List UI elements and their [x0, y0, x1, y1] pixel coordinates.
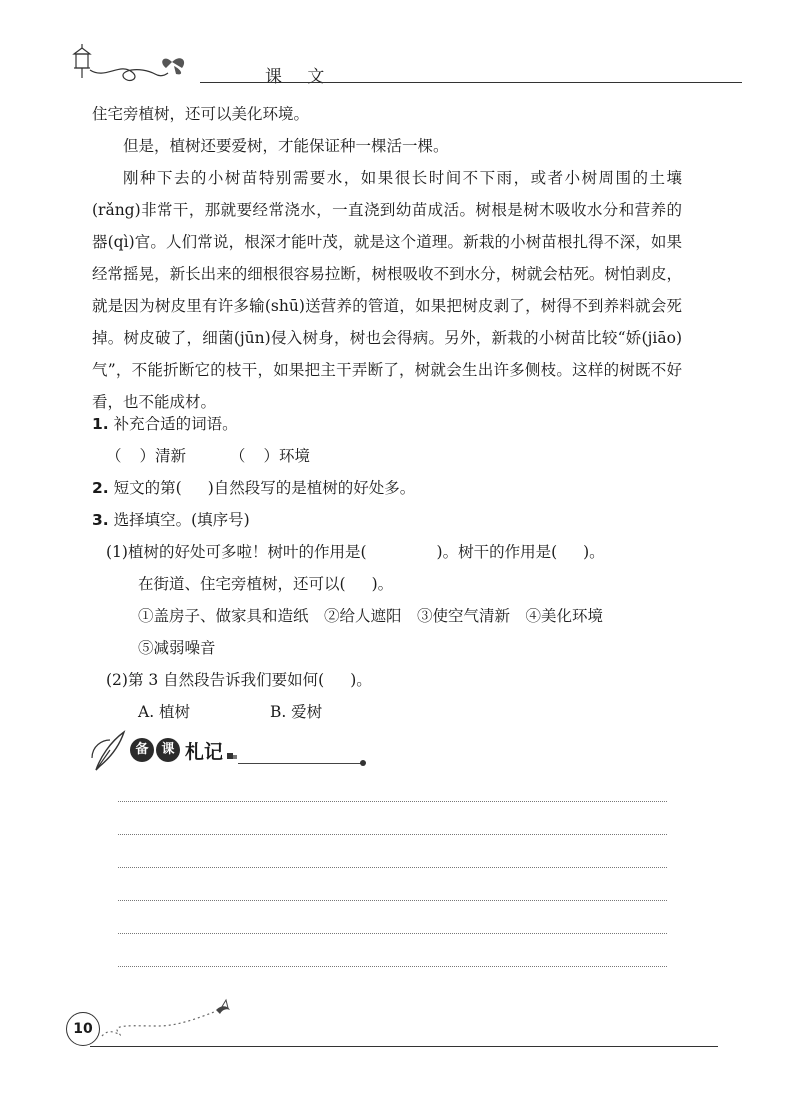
question-1	[92, 412, 238, 434]
question-1-blanks	[106, 444, 310, 466]
sub-question-text: )。	[350, 671, 372, 689]
page-header	[60, 40, 726, 90]
lamp-butterfly-decoration-icon	[60, 40, 200, 90]
passage-paragraph-1-end: 住宅旁植树，还可以美化环境。	[92, 105, 310, 123]
notes-title-text: 札记	[185, 740, 224, 763]
sub-question-text: (2)第 3 自然段告诉我们要如何(	[106, 671, 325, 689]
quill-icon	[90, 730, 130, 774]
question-3-2-options	[138, 700, 322, 722]
question-3-1-line-1	[106, 540, 605, 562]
sub-question-text: )。树干的作用是(	[436, 543, 558, 561]
question-2	[92, 476, 415, 498]
question-3-2	[106, 668, 372, 690]
sub-question-text: 在街道、住宅旁植树，还可以(	[138, 575, 346, 593]
passage-paragraph-3: 刚种下去的小树苗特别需要水，如果很长时间不下雨，或者小树周围的土壤(rǎng)非常干，那就要经常浇水，一直浇到幼苗成活。树根是树木吸收水分和营养的器(qì)官。人们常说，根深才能叶茂，就是这个道理。新栽的小树苗根扎得不深，如果经常摇晃，新长出来的细根很容易拉断，树根吸收不到水分，树就会枯死。树怕剥皮，就是因为树皮里有许多输(shū)送营养的管道，如果把树皮剥了，树得不到养料就会死掉。树皮破了，细菌(jūn)侵入树身，树也会得病。另外，新栽的小树苗比较“娇(jiāo)气”，不能折断它的枝干，如果把主干弄断了，树就会生出许多侧枝。这样的树既不好看，也不能成材。	[92, 169, 682, 411]
section-title: 课 文	[265, 67, 335, 87]
question-3	[92, 508, 250, 530]
sub-question-text: )。	[583, 543, 605, 561]
lesson-notes-header	[90, 730, 380, 774]
small-squares-icon	[227, 749, 239, 761]
footer-rule	[90, 1046, 718, 1047]
passage	[92, 98, 682, 418]
blank-close: ）	[263, 447, 279, 465]
dotted-swirl-bird-decoration-icon	[98, 996, 248, 1046]
question-text: 短文的第(	[113, 479, 182, 497]
question-number: 3.	[92, 511, 109, 529]
note-line[interactable]	[118, 933, 667, 934]
question-text-end: )自然段写的是植树的好处多。	[207, 479, 416, 497]
header-rule	[200, 82, 742, 83]
blank-open: （	[229, 447, 246, 465]
notes-badge-2: 课	[156, 738, 180, 762]
page-number: 10	[66, 1012, 100, 1046]
question-3-options-row-2: ⑤减弱噪音	[138, 639, 216, 657]
sub-question-text: )。	[371, 575, 394, 593]
blank-close: ）	[139, 447, 156, 465]
word-label: 环境	[278, 447, 310, 465]
note-line[interactable]	[118, 801, 667, 802]
question-text: 选择填空。(填序号)	[113, 511, 250, 529]
question-text: 补充合适的词语。	[113, 415, 238, 433]
blank-open: （	[106, 447, 122, 465]
note-line[interactable]	[118, 966, 667, 967]
option-a: A. 植树	[138, 703, 191, 721]
note-line[interactable]	[118, 834, 667, 835]
sub-question-text: (1)植树的好处可多啦！树叶的作用是(	[106, 543, 367, 561]
notes-rule-end-dot	[360, 760, 366, 766]
question-number: 2.	[92, 479, 109, 497]
passage-paragraph-2: 但是，植树还要爱树，才能保证种一棵活一棵。	[123, 137, 449, 155]
notes-title	[130, 736, 239, 764]
question-3-options-row-1: ①盖房子、做家具和造纸 ②给人遮阳 ③使空气清新 ④美化环境	[138, 607, 604, 625]
notes-header-rule	[238, 763, 364, 764]
note-line[interactable]	[118, 900, 667, 901]
question-3-1-line-2	[138, 572, 393, 594]
note-line[interactable]	[118, 867, 667, 868]
page-footer	[60, 990, 730, 1060]
word-label: 清新	[155, 447, 187, 465]
question-number: 1.	[92, 415, 109, 433]
notes-badge-1: 备	[130, 738, 154, 762]
option-b: B. 爱树	[269, 703, 323, 721]
